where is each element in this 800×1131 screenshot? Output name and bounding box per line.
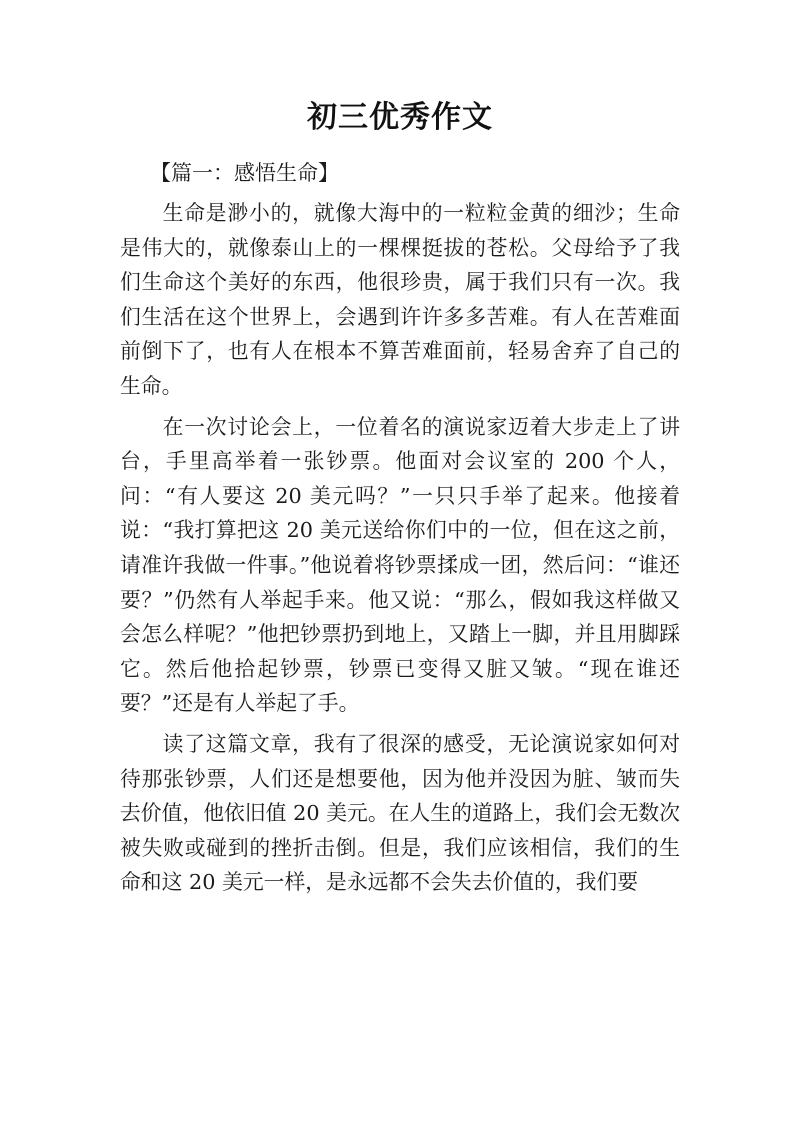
document-body bbox=[120, 196, 680, 900]
section-heading: 【篇一：感悟生命】 bbox=[150, 161, 339, 185]
paragraph-2: 在一次讨论会上，一位着名的演说家迈着大步走上了讲台，手里高举着一张钞票。他面对会议室的 200 个人，问：“有人要这 20 美元吗？”一只只手举了起来。他接着说：“我打算把这 20 美元送给你们中的一位，但在这之前，请准许我做一件事。”他说着将钞票揉成一团，然后问：“谁还要？”仍然有人举起手来。他又说：“那么，假如我这样做又会怎么样呢？”他把钞票扔到地上，又踏上一脚，并且用脚踩它。然后他拾起钞票，钞票已变得又脏又皱。“现在谁还要？”还是有人举起了手。 bbox=[120, 414, 680, 716]
document-title: 初三优秀作文 bbox=[307, 100, 493, 135]
paragraph-1: 生命是渺小的，就像大海中的一粒粒金黄的细沙；生命是伟大的，就像泰山上的一棵棵挺拔的苍松。父母给予了我们生命这个美好的东西，他很珍贵，属于我们只有一次。我们生活在这个世界上，会遇到许许多多苦难。有人在苦难面前倒下了，也有人在根本不算苦难面前，轻易舍弃了自己的生命。 bbox=[120, 201, 680, 398]
paragraph-3: 读了这篇文章，我有了很深的感受，无论演说家如何对待那张钞票，人们还是想要他，因为他并没因为脏、皱而失去价值，他依旧值 20 美元。在人生的道路上，我们会无数次被失败或碰到的挫折击倒。但是，我们应该相信，我们的生命和这 20 美元一样，是永远都不会失去价值的，我们要 bbox=[120, 731, 680, 895]
